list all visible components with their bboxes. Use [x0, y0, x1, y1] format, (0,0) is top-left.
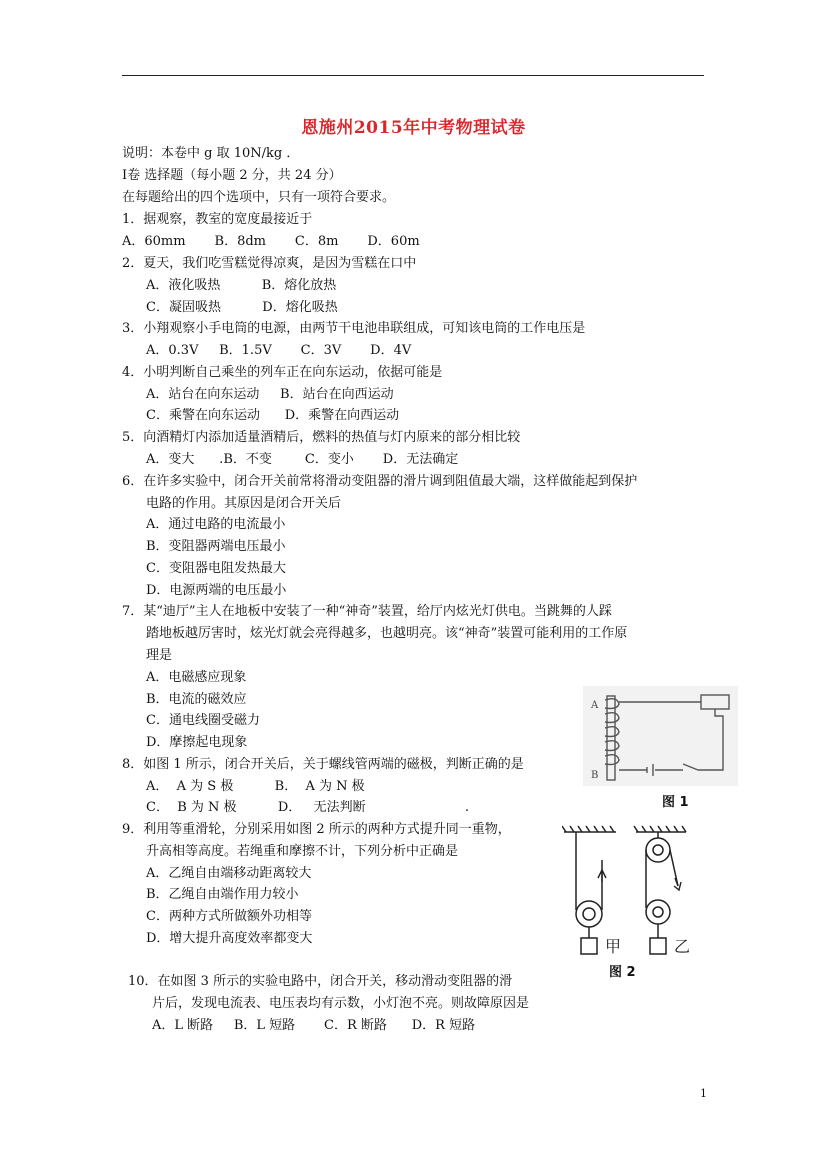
option: C．变阻器电阻发热最大	[146, 561, 286, 576]
question-1: 1．据观察，教室的宽度最接近于	[122, 212, 313, 227]
label-b: B	[591, 770, 599, 781]
figure-1-solenoid-circuit	[583, 686, 738, 786]
question-3: 3．小翔观察小手电筒的电源，由两节干电池串联组成，可知该电筒的工作电压是	[122, 321, 586, 336]
option: A．电磁感应现象	[146, 670, 247, 685]
option: A．通过电路的电流最小	[146, 517, 286, 532]
question-10-cont: 片后，发现电流表、电压表均有示数，小灯泡不亮。则故障原因是	[152, 996, 530, 1011]
question-9-cont: 升高相等高度。若绳重和摩擦不计，下列分析中正确是	[146, 844, 459, 859]
option: B．电流的磁效应	[146, 692, 247, 707]
options: A． A 为 S 极 B． A 为 N 极	[146, 779, 365, 794]
question-4: 4．小明判断自己乘坐的列车正在向东运动，依据可能是	[122, 365, 443, 380]
options: A．60mm B．8dm C．8m D．60m	[122, 234, 420, 249]
text-line: 说明：本卷中 g 取 10N/kg ．	[122, 146, 300, 161]
label-yi: 乙	[674, 937, 691, 956]
figure-2-pulleys	[562, 824, 692, 960]
options: A．变大 .B．不变 C．变小 D．无法确定	[146, 452, 459, 467]
options: A．0.3V B．1.5V C．3V D．4V	[146, 343, 412, 358]
question-7-cont: 踏地板越厉害时，炫光灯就会亮得越多，也越明亮。该“神奇”装置可能利用的工作原	[146, 626, 628, 641]
option: B．变阻器两端电压最小	[146, 539, 286, 554]
question-6: 6．在许多实验中，闭合开关前常将滑动变阻器的滑片调到阻值最大端，这样做能起到保护	[122, 474, 638, 489]
page-title: 恩施州2015年中考物理试卷	[301, 118, 526, 138]
options: C． B 为 N 极 D． 无法判断 .	[146, 800, 469, 815]
option: B．乙绳自由端作用力较小	[146, 887, 299, 902]
question-8: 8．如图 1 所示，闭合开关后，关于螺线管两端的磁极，判断正确的是	[122, 757, 524, 772]
question-7: 7．某“迪厅”主人在地板中安装了一种“神奇”装置，给厅内炫光灯供电。当跳舞的人踩	[122, 604, 612, 619]
option: A．乙绳自由端移动距离较大	[146, 866, 312, 881]
page-number: 1	[700, 1087, 707, 1100]
label-a: A	[591, 700, 599, 711]
question-10: 10．在如图 3 所示的实验电路中，闭合开关，移动滑动变阻器的滑	[128, 974, 513, 989]
options: A．L 断路 B．L 短路 C．R 断路 D．R 短路	[152, 1018, 476, 1033]
text-line: 在每题给出的四个选项中，只有一项符合要求。	[122, 190, 396, 205]
label-jia: 甲	[605, 937, 622, 956]
question-2: 2．夏天，我们吃雪糕觉得凉爽，是因为雪糕在口中	[122, 256, 417, 271]
option: D．摩擦起电现象	[146, 735, 248, 750]
question-9: 9．利用等重滑轮，分别采用如图 2 所示的两种方式提升同一重物，	[122, 822, 511, 837]
figure-2-caption: 图 2	[609, 965, 636, 980]
question-6-cont: 电路的作用。其原因是闭合开关后	[146, 496, 342, 511]
option: C．通电线圈受磁力	[146, 713, 260, 728]
options: A．站台在向东运动 B．站台在向西运动	[146, 387, 394, 402]
question-5: 5．向酒精灯内添加适量酒精后，燃料的热值与灯内原来的部分相比较	[122, 430, 521, 445]
text-line: Ⅰ卷 选择题（每小题 2 分，共 24 分）	[122, 168, 342, 183]
options: C．凝固吸热 D．熔化吸热	[146, 300, 338, 315]
option: D．增大提升高度效率都变大	[146, 931, 313, 946]
question-7-cont: 理是	[146, 648, 173, 663]
figure-1-caption: 图 1	[662, 795, 689, 810]
option: C．两种方式所做额外功相等	[146, 909, 312, 924]
header-rule	[122, 75, 704, 76]
option: D．电源两端的电压最小	[146, 583, 287, 598]
options: A．液化吸热 B．熔化放热	[146, 278, 337, 293]
options: C．乘警在向东运动 D．乘警在向西运动	[146, 408, 400, 423]
